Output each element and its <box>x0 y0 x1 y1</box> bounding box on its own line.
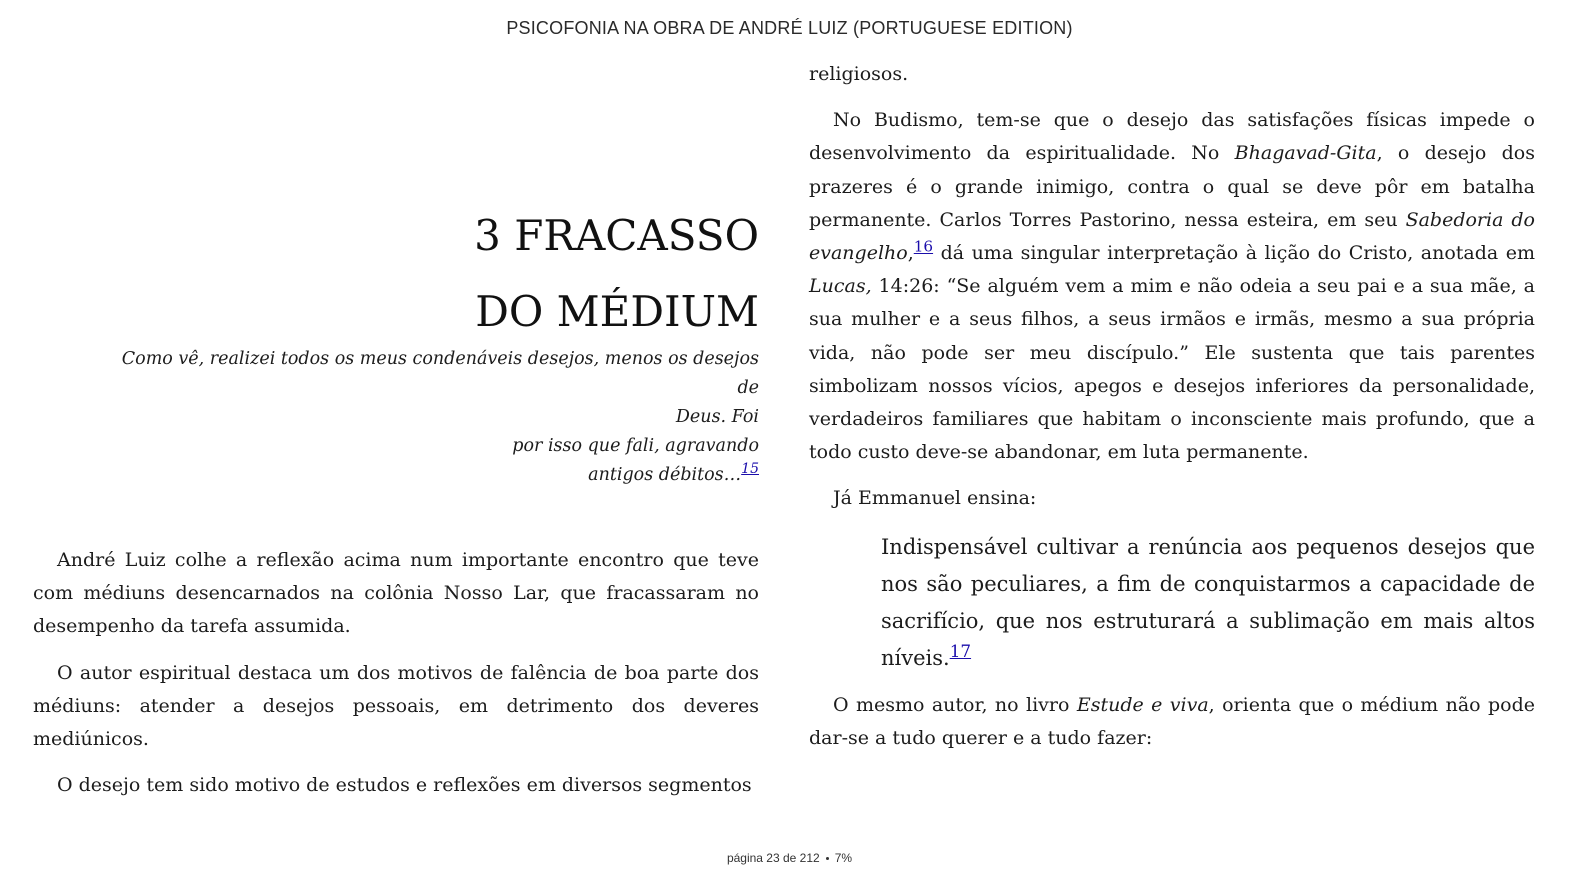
chapter-title-line-2: DO MÉDIUM <box>475 287 759 336</box>
text-run: , orienta que o médium não pode dar-se a tudo querer e a tudo fazer: <box>809 693 1536 749</box>
footnote-link-17[interactable]: 17 <box>949 640 972 661</box>
footnote-link-16[interactable]: 16 <box>913 237 934 256</box>
separator-dot-icon <box>826 857 829 860</box>
paragraph: O autor espiritual destaca um dos motivos de falência de boa parte dos médiuns: atender a desejos pessoais, em detrimento dos deveres mediúnicos. <box>33 661 759 751</box>
book-title: PSICOFONIA NA OBRA DE ANDRÉ LUIZ (PORTUGUESE EDITION) <box>506 18 1073 38</box>
book-title-bhagavad-gita: Bhagavad-Gita <box>1234 142 1377 165</box>
chapter-title <box>474 198 759 350</box>
quote-text: Indispensável cultivar a renúncia aos pequenos desejos que nos são peculiares, a fim de conquistarmos a capacidade de sacrifício, que nos estruturará a sublimação em mais altos níveis. <box>881 534 1535 670</box>
epigraph-line-4 <box>119 461 759 490</box>
text-run: O mesmo autor, no livro <box>833 693 1077 716</box>
epigraph-line-3: por isso que fali, agravando <box>512 436 759 456</box>
chapter-title-line-1: 3 FRACASSO <box>474 211 759 260</box>
epigraph-line-2: Deus. Foi <box>675 407 759 427</box>
text-run: No Budismo, tem-se que o desejo das satisfações físicas impede o desenvolvimento da espiritualidade. No <box>809 109 1535 165</box>
book-title-sabedoria: Sabedoria do evangelho <box>809 208 1535 265</box>
text-run: 14:26: “Se alguém vem a mim e não odeia a seu pai e a sua mãe, a sua mulher e a seus filhos, a seus irmãos e irmãs, mesmo a sua própria vida, não pode ser meu discípulo.” Ele sustenta que tais parentes simbolizam nossos vícios, apegos e desejos inferiores da personalidade, verdadeiros familiares que habitam o inconsciente mais profundo, que a todo custo deve-se abandonar, em luta permanente. <box>809 275 1535 464</box>
paragraph: religiosos. <box>809 63 909 85</box>
paragraph <box>809 104 1535 469</box>
paragraph: André Luiz colhe a reflexão acima num importante encontro que teve com médiuns desencarnados na colônia Nosso Lar, que fracassaram no desempenho da tarefa assumida. <box>33 549 759 638</box>
left-page <box>33 58 759 798</box>
book-title-estude-e-viva: Estude e viva <box>1076 693 1209 716</box>
text-run: , <box>907 242 914 265</box>
block-quote <box>881 529 1535 677</box>
paragraph <box>809 689 1535 755</box>
footnote-link-15[interactable]: 15 <box>741 461 759 478</box>
paragraph: Já Emmanuel ensina: <box>833 487 1037 510</box>
left-body-text <box>33 544 759 815</box>
epigraph-line-4-text: antigos débitos… <box>588 465 742 485</box>
text-run: dá uma singular interpretação à lição do Cristo, anotada em <box>933 242 1535 265</box>
epigraph-line-1: Como vê, realizei todos os meus condenáveis desejos, menos os desejos de <box>121 349 759 398</box>
paragraph: O desejo tem sido motivo de estudos e reflexões em diversos segmentos <box>57 774 752 797</box>
book-title-lucas: Lucas, <box>809 275 872 298</box>
page-indicator: página 23 de 212 <box>726 851 820 865</box>
progress-percent: 7% <box>834 851 853 865</box>
epigraph <box>119 345 759 490</box>
reading-progress-status <box>0 851 1579 865</box>
text-run: , o desejo dos prazeres é o grande inimigo, contra o qual se deve pôr em batalha permanente. Carlos Torres Pastorino, nessa esteira, em seu <box>809 142 1535 231</box>
right-page <box>809 58 1535 768</box>
